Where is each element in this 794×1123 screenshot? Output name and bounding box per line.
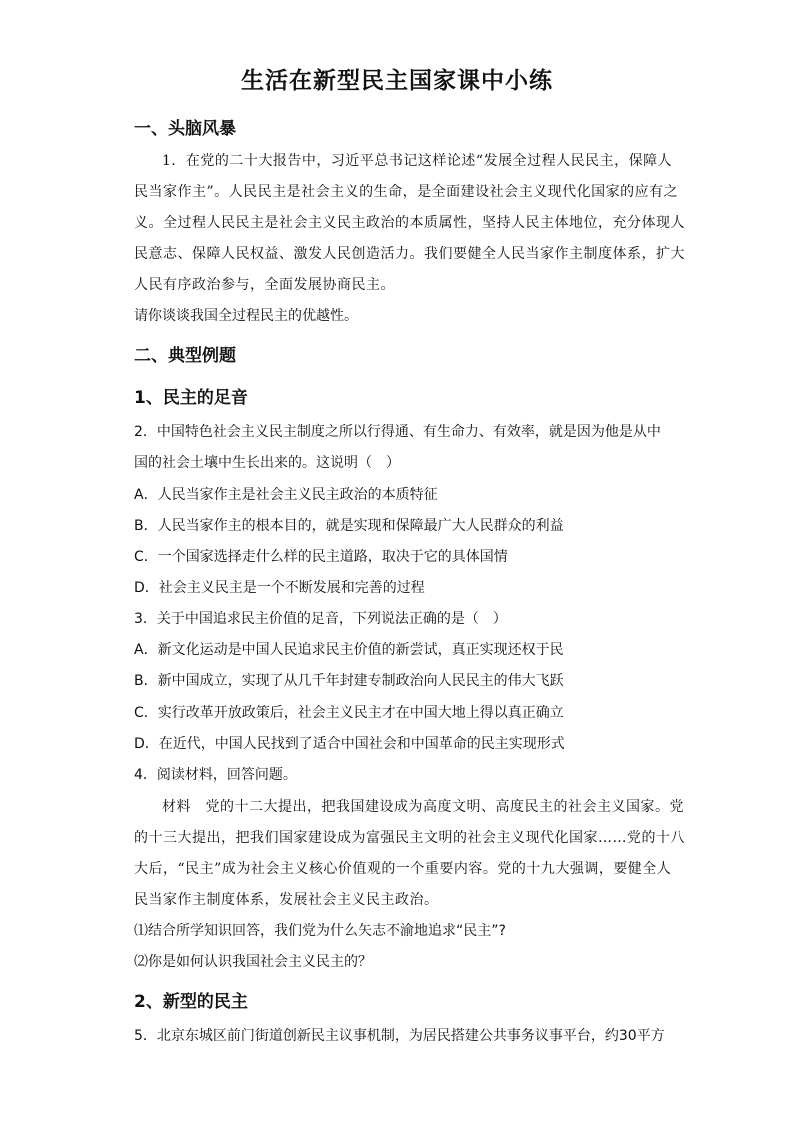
q3-option-b: B．新中国成立，实现了从几千年封建专制政治向人民民主的伟大飞跃	[134, 673, 564, 689]
q4-subquestion-1: ⑴结合所学知识回答，我们党为什么矢志不渝地追求“民主”?	[134, 923, 506, 939]
subsection-heading-2: 2、新型的民主	[134, 992, 248, 1012]
section-heading-brainstorm: 一、头脑风暴	[134, 119, 236, 139]
q3-option-a: A．新文化运动是中国人民追求民主价值的新尝试，真正实现还权于民	[134, 642, 564, 658]
q2-option-b: B．人民当家作主的根本目的，就是实现和保障最广大人民群众的利益	[134, 518, 564, 534]
q4-material-line-2: 的十三大提出，把我们国家建设成为富强民主文明的社会主义现代化国家……党的十八	[134, 830, 685, 846]
q4-stem: 4．阅读材料，回答问题。	[134, 767, 297, 783]
q2-option-c: C．一个国家选择走什么样的民主道路，取决于它的具体国情	[134, 549, 508, 565]
q4-material-line-3: 大后，“民主”成为社会主义核心价值观的一个重要内容。党的十九大强调，要健全人	[134, 861, 672, 877]
q1-question: 请你谈谈我国全过程民主的优越性。	[134, 308, 358, 324]
q3-option-c: C．实行改革开放政策后，社会主义民主才在中国大地上得以真正确立	[134, 705, 564, 721]
q2-option-a: A．人民当家作主是社会主义民主政治的本质特征	[134, 487, 438, 503]
q2-stem-line-2: 国的社会土壤中生长出来的。这说明（ ）	[134, 455, 400, 471]
q1-line-5: 人民有序政治参与，全面发展协商民主。	[134, 277, 395, 293]
q3-stem: 3．关于中国追求民主价值的足音，下列说法正确的是（ ）	[134, 611, 507, 627]
q4-material-line-4: 民当家作主制度体系，发展社会主义民主政治。	[134, 892, 439, 908]
q1-line-3: 义。全过程人民民主是社会主义民主政治的本质属性，坚持人民主体地位，充分体现人	[134, 215, 685, 231]
page-title: 生活在新型民主国家课中小练	[241, 68, 553, 94]
subsection-heading-1: 1、民主的足音	[134, 388, 248, 408]
q2-stem-line-1: 2．中国特色社会主义民主制度之所以行得通、有生命力、有效率，就是因为他是从中	[134, 424, 661, 440]
q5-stem: 5．北京东城区前门街道创新民主议事机制，为居民搭建公共事务议事平台，约30平方	[134, 1028, 665, 1044]
section-heading-examples: 二、典型例题	[134, 346, 236, 366]
q3-option-d: D．在近代，中国人民找到了适合中国社会和中国革命的民主实现形式	[134, 736, 565, 752]
q1-line-4: 民意志、保障人民权益、激发人民创造活力。我们要健全人民当家作主制度体系，扩大	[134, 246, 685, 262]
q1-line-2: 民当家作主”。人民民主是社会主义的生命，是全面建设社会主义现代化国家的应有之	[134, 184, 679, 200]
q4-subquestion-2: ⑵你是如何认识我国社会主义民主的？	[134, 954, 372, 970]
q2-option-d: D．社会主义民主是一个不断发展和完善的过程	[134, 580, 425, 596]
q1-line-1: 1．在党的二十大报告中，习近平总书记这样论述“发展全过程人民民主，保障人	[162, 153, 673, 169]
q4-material-line-1: 材料 党的十二大提出，把我国建设成为高度文明、高度民主的社会主义国家。党	[162, 799, 684, 815]
